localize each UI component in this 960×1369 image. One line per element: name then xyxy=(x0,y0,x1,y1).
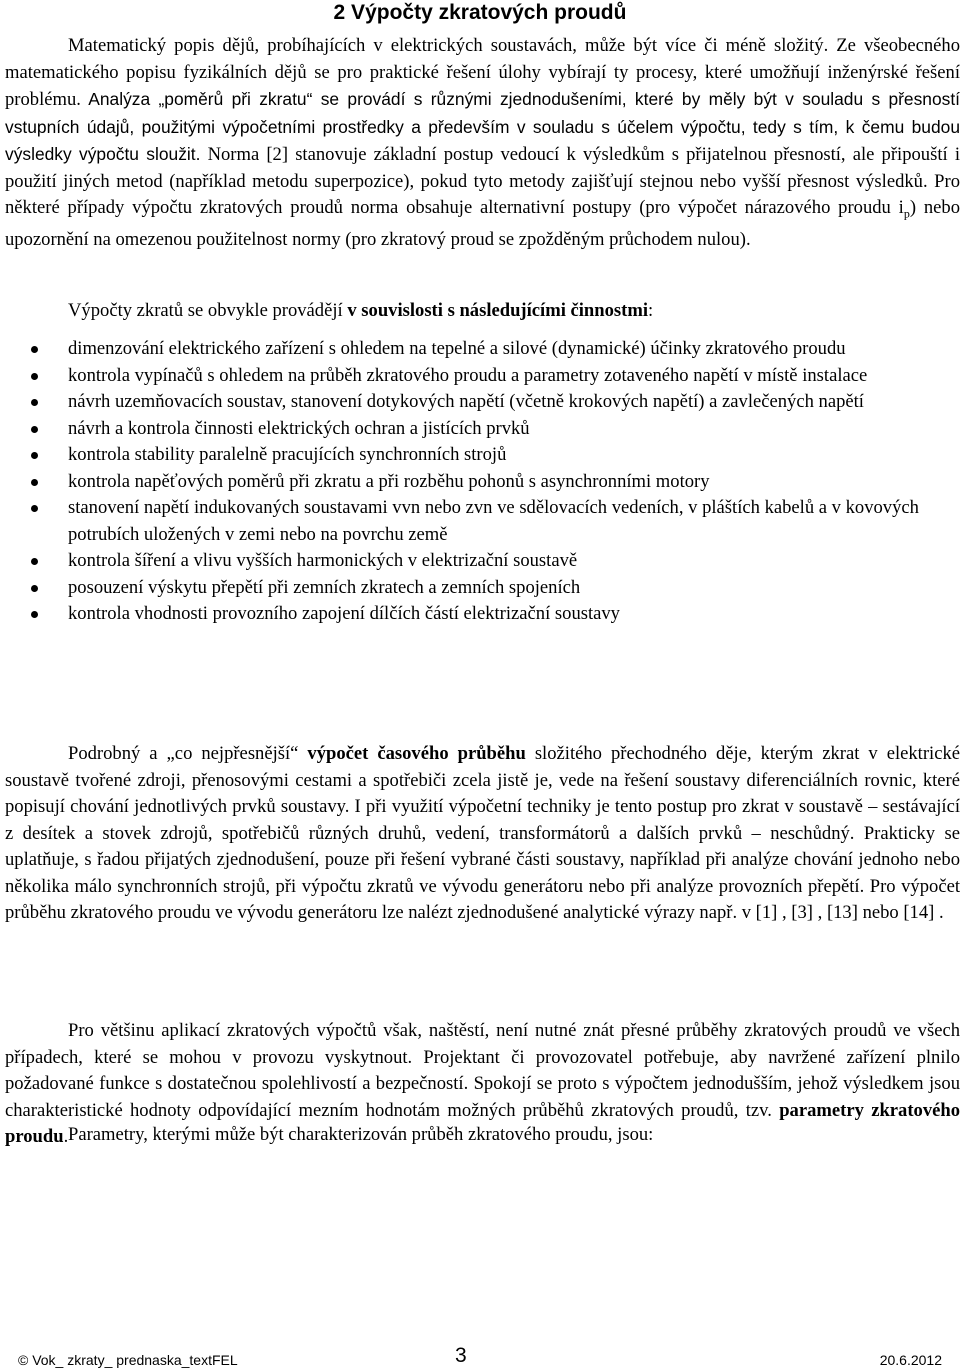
list-item-text: návrh uzemňovacích soustav, stanovení dotykových napětí (včetně krokových napětí) a zavlečených napětí xyxy=(68,391,864,412)
lead-sentence xyxy=(68,298,653,325)
list-item-text: kontrola napěťových poměrů při zkratu a při rozběhu pohonů s asynchronními motory xyxy=(68,470,710,492)
list-item xyxy=(0,469,960,496)
para3-bold: parametry zkratového proudu xyxy=(5,1099,960,1147)
lead-text: Výpočty zkratů se obvykle provádějí xyxy=(68,300,348,321)
activities-list xyxy=(0,336,960,628)
intro-text-2: Analýza „poměrů při zkratu“ se provádí s různými zjednodušeními, které by měly být v souladu s přesností vstupních údajů, použitými výpočetními prostředky a především v souladu s účelem výpočtu, tedy s tím, k čemu budou výsledky výpočtu sloužit. xyxy=(5,89,960,164)
lead-bold: v souvislosti s následujícími činnostmi xyxy=(347,300,648,321)
calculation-paragraph xyxy=(5,741,960,927)
list-item-text: kontrola šíření a vlivu vyšších harmonických v elektrizační soustavě xyxy=(68,550,578,571)
list-item xyxy=(0,575,960,602)
list-item xyxy=(0,548,960,575)
bullet-icon xyxy=(31,558,38,565)
bullet-icon xyxy=(31,585,38,592)
footer-date: 20.6.2012 xyxy=(879,1352,942,1368)
intro-subscript: p xyxy=(903,206,910,221)
intro-text-1: Matematický popis dějů, probíhajících v elektrických soustavách, může být více či méně složitý. Ze všeobecného matematického popisu fyzikálních dějů se pro praktické řešení úlohy vybírají ty procesy, které umožňují inženýrské řešení problému. xyxy=(5,35,960,110)
para3-text-b: . xyxy=(63,1126,69,1147)
list-item xyxy=(0,601,960,628)
section-heading: 2 Výpočty zkratových proudů xyxy=(333,1,627,24)
list-item xyxy=(0,336,960,363)
bullet-icon xyxy=(31,452,38,459)
para3-text-a: Pro většinu aplikací zkratových výpočtů však, naštěstí, není nutné znát přesné průběhy zkratových proudů ve všech případech, které se mohou v provozu vyskytnout. Projektant či provozovatel potřebuje, aby navržené zařízení plnilo požadované funkce s dostatečnou spolehlivostí a bezpečností. Spokojí se proto s výpočtem jednodušším, jehož výsledkem jsou charakteristické hodnoty odpovídající mezním hodnotám možných průběhů zkratových proudů, tzv. xyxy=(5,1020,960,1121)
para2-text-a: Podrobný a „co nejpřesnější“ xyxy=(68,743,308,764)
lead-end: : xyxy=(648,300,654,321)
bullet-icon xyxy=(31,426,38,433)
page-footer xyxy=(0,1343,960,1369)
bullet-icon xyxy=(31,346,38,353)
list-item xyxy=(0,416,960,443)
list-item-text: stanovení napětí indukovaných soustavami vvn nebo zvn ve sdělovacích vedeních, v pláštích kabelů a v kovových potrubích uložených v zemi nebo na povrchu země xyxy=(68,497,919,545)
list-item xyxy=(0,363,960,390)
intro-text-3: Norma [2] stanovuje základní postup vedoucí k výsledkům s přijatelnou přesností, ale připouští i použití jiných metod (například metodu superpozice), pokud tyto metody zajišťují stejnou nebo vyšší přesnost výsledků. Pro některé případy výpočtu zkratových proudů norma obsahuje alternativní postupy (pro výpočet nárazového proudu i xyxy=(5,144,960,218)
parameters-intro: Parametry, kterými může být charakterizován průběh zkratového proudu, jsou: xyxy=(68,1124,654,1145)
list-item-text: návrh a kontrola činnosti elektrických ochran a jistících prvků xyxy=(68,417,530,439)
bullet-icon xyxy=(31,611,38,618)
page-number: 3 xyxy=(455,1344,467,1367)
bullet-icon xyxy=(31,505,38,512)
list-item xyxy=(0,442,960,469)
bullet-icon xyxy=(31,479,38,486)
bullet-icon xyxy=(31,373,38,380)
list-item-text: posouzení výskytu přepětí při zemních zkratech a zemních spojeních xyxy=(68,576,581,598)
list-item-text: kontrola stability paralelně pracujících synchronních strojů xyxy=(68,444,507,465)
intro-text-4: ) nebo upozornění na omezenou použitelnost normy (pro zkratový proud se zpožděným průchodem nulou). xyxy=(5,197,960,251)
list-item xyxy=(0,389,960,416)
list-item-text: kontrola vhodnosti provozního zapojení dílčích částí elektrizační soustavy xyxy=(68,603,620,624)
list-item xyxy=(0,495,960,548)
bullet-icon xyxy=(31,399,38,406)
para2-bold: výpočet časového průběhu xyxy=(307,743,526,764)
list-item-text: kontrola vypínačů s ohledem na průběh zkratového proudu a parametry zotaveného napětí v místě instalace xyxy=(68,364,868,386)
intro-paragraph xyxy=(5,33,960,254)
footer-source: © Vok_ zkraty_ prednaska_textFEL xyxy=(18,1352,238,1368)
list-item-text: dimenzování elektrického zařízení s ohledem na tepelné a silové (dynamické) účinky zkratového proudu xyxy=(68,338,846,359)
para2-text-b: složitého přechodného děje, kterým zkrat v elektrické soustavě tvořené zdroji, přenosovými cestami a spotřebiči zcela jistě je, vede na řešení soustavy diferenciálních rovnic, které popisují chování jednotlivých prvků soustavy. I při využití výpočetní techniky je tento postup pro zkrat v soustavě – sestávající z desítek a stovek zdrojů, spotřebičů různých druhů, vedení, transformátorů a dalších prvků – neschůdný. Prakticky se uplatňuje, s řadou přijatých zjednodušení, pouze při řešení vybrané části soustavy, například při analýze chování jednoho nebo několika málo synchronních strojů, při výpočtu zkratů ve vývodu generátoru nebo při analýze provozních přepětí. Pro výpočet průběhu zkratového proudu ve vývodu generátoru lze nalézt zjednodušené analytické výrazy např. v [1] , [3] , [13] nebo [14] . xyxy=(5,743,960,923)
